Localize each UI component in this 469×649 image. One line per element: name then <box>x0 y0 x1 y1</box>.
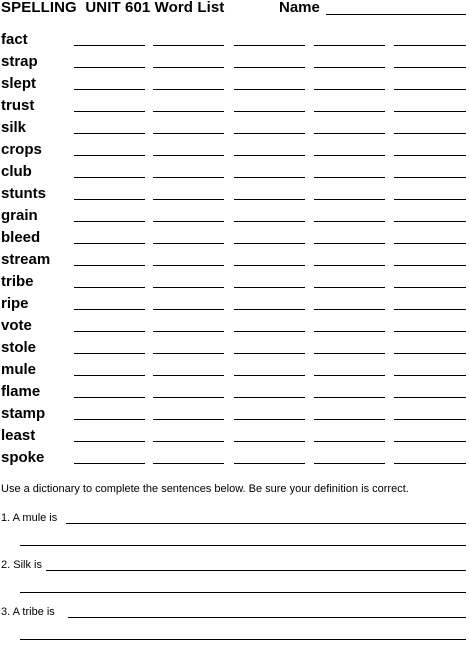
practice-blank[interactable] <box>153 67 224 68</box>
practice-blank[interactable] <box>314 89 385 90</box>
practice-blank[interactable] <box>74 199 145 200</box>
practice-blank[interactable] <box>234 67 305 68</box>
word-row <box>0 141 469 163</box>
practice-blank[interactable] <box>394 265 466 266</box>
word-row <box>0 53 469 75</box>
practice-blank[interactable] <box>234 419 305 420</box>
practice-blank[interactable] <box>74 397 145 398</box>
practice-blank[interactable] <box>394 221 466 222</box>
practice-blank[interactable] <box>74 111 145 112</box>
practice-blank[interactable] <box>74 177 145 178</box>
practice-blank[interactable] <box>153 199 224 200</box>
practice-blank[interactable] <box>234 331 305 332</box>
practice-blank[interactable] <box>314 155 385 156</box>
practice-blank[interactable] <box>234 89 305 90</box>
word-row <box>0 405 469 427</box>
spelling-word: bleed <box>1 229 41 246</box>
spelling-word: fact <box>1 31 28 48</box>
spelling-word: silk <box>1 119 27 136</box>
practice-blank[interactable] <box>153 375 224 376</box>
practice-blank[interactable] <box>314 133 385 134</box>
practice-blank[interactable] <box>234 133 305 134</box>
practice-blank[interactable] <box>314 309 385 310</box>
spelling-word: crops <box>1 141 42 158</box>
practice-blank[interactable] <box>394 353 466 354</box>
spelling-word: stamp <box>1 405 46 422</box>
name-field-line[interactable] <box>326 14 466 15</box>
word-row <box>0 207 469 229</box>
practice-blank[interactable] <box>153 89 224 90</box>
spelling-word: stole <box>1 339 37 356</box>
answer-line-continued[interactable] <box>20 545 466 546</box>
practice-blank[interactable] <box>314 45 385 46</box>
answer-line[interactable] <box>66 523 466 524</box>
word-row <box>0 295 469 317</box>
practice-blank[interactable] <box>394 133 466 134</box>
word-row <box>0 185 469 207</box>
question-label: 2. Silk is <box>1 559 42 571</box>
practice-blank[interactable] <box>74 133 145 134</box>
practice-blank[interactable] <box>74 463 145 464</box>
practice-blank[interactable] <box>74 419 145 420</box>
word-row <box>0 119 469 141</box>
practice-blank[interactable] <box>234 265 305 266</box>
practice-blank[interactable] <box>153 265 224 266</box>
practice-blank[interactable] <box>314 463 385 464</box>
question-label: 3. A tribe is <box>1 606 55 618</box>
word-row <box>0 75 469 97</box>
practice-blank[interactable] <box>314 67 385 68</box>
practice-blank[interactable] <box>234 199 305 200</box>
practice-blank[interactable] <box>394 331 466 332</box>
practice-blank[interactable] <box>74 309 145 310</box>
practice-blank[interactable] <box>234 463 305 464</box>
spelling-word: spoke <box>1 449 45 466</box>
practice-blank[interactable] <box>74 67 145 68</box>
practice-blank[interactable] <box>234 177 305 178</box>
practice-blank[interactable] <box>74 155 145 156</box>
practice-blank[interactable] <box>74 243 145 244</box>
word-row <box>0 273 469 295</box>
practice-blank[interactable] <box>394 177 466 178</box>
spelling-word: least <box>1 427 36 444</box>
spelling-word: ripe <box>1 295 29 312</box>
name-label: Name <box>279 0 320 16</box>
practice-blank[interactable] <box>234 397 305 398</box>
practice-blank[interactable] <box>153 45 224 46</box>
practice-blank[interactable] <box>394 199 466 200</box>
practice-blank[interactable] <box>153 309 224 310</box>
practice-blank[interactable] <box>394 375 466 376</box>
practice-blank[interactable] <box>234 309 305 310</box>
practice-blank[interactable] <box>314 243 385 244</box>
practice-blank[interactable] <box>394 287 466 288</box>
word-row <box>0 229 469 251</box>
word-row <box>0 31 469 53</box>
word-row <box>0 317 469 339</box>
practice-blank[interactable] <box>153 177 224 178</box>
spelling-word: stream <box>1 251 51 268</box>
practice-blank[interactable] <box>314 331 385 332</box>
spelling-word: stunts <box>1 185 46 202</box>
spelling-word: club <box>1 163 32 180</box>
practice-blank[interactable] <box>153 287 224 288</box>
practice-blank[interactable] <box>394 243 466 244</box>
word-row <box>0 449 469 471</box>
practice-blank[interactable] <box>74 375 145 376</box>
worksheet-title: SPELLING UNIT 601 Word List <box>1 0 225 16</box>
practice-blank[interactable] <box>234 45 305 46</box>
practice-blank[interactable] <box>394 441 466 442</box>
practice-blank[interactable] <box>394 89 466 90</box>
practice-blank[interactable] <box>234 353 305 354</box>
practice-blank[interactable] <box>394 463 466 464</box>
spelling-word: grain <box>1 207 38 224</box>
practice-blank[interactable] <box>153 133 224 134</box>
practice-blank[interactable] <box>234 287 305 288</box>
practice-blank[interactable] <box>314 111 385 112</box>
practice-blank[interactable] <box>394 309 466 310</box>
practice-blank[interactable] <box>74 441 145 442</box>
practice-blank[interactable] <box>153 441 224 442</box>
practice-blank[interactable] <box>394 45 466 46</box>
spelling-word: strap <box>1 53 38 70</box>
practice-blank[interactable] <box>314 177 385 178</box>
practice-blank[interactable] <box>234 111 305 112</box>
practice-blank[interactable] <box>234 221 305 222</box>
answer-line[interactable] <box>46 570 466 571</box>
answer-line-continued[interactable] <box>20 639 466 640</box>
practice-blank[interactable] <box>314 441 385 442</box>
practice-blank[interactable] <box>234 375 305 376</box>
spelling-word: slept <box>1 75 37 92</box>
practice-blank[interactable] <box>314 397 385 398</box>
practice-blank[interactable] <box>74 287 145 288</box>
practice-blank[interactable] <box>314 353 385 354</box>
spelling-word: vote <box>1 317 32 334</box>
practice-blank[interactable] <box>74 45 145 46</box>
spelling-word: tribe <box>1 273 34 290</box>
practice-blank[interactable] <box>153 353 224 354</box>
practice-blank[interactable] <box>74 221 145 222</box>
worksheet-header <box>0 0 469 18</box>
spelling-word: trust <box>1 97 35 114</box>
practice-blank[interactable] <box>74 89 145 90</box>
word-row <box>0 97 469 119</box>
practice-blank[interactable] <box>314 375 385 376</box>
practice-blank[interactable] <box>394 111 466 112</box>
practice-blank[interactable] <box>74 265 145 266</box>
practice-blank[interactable] <box>314 265 385 266</box>
practice-blank[interactable] <box>153 111 224 112</box>
word-row <box>0 427 469 449</box>
practice-blank[interactable] <box>153 463 224 464</box>
practice-blank[interactable] <box>234 243 305 244</box>
instructions-text: Use a dictionary to complete the sentences below. Be sure your definition is correct. <box>1 483 409 495</box>
practice-blank[interactable] <box>153 243 224 244</box>
practice-blank[interactable] <box>314 199 385 200</box>
practice-blank[interactable] <box>74 353 145 354</box>
practice-blank[interactable] <box>314 221 385 222</box>
practice-blank[interactable] <box>153 155 224 156</box>
practice-blank[interactable] <box>153 397 224 398</box>
practice-blank[interactable] <box>153 221 224 222</box>
practice-blank[interactable] <box>234 155 305 156</box>
practice-blank[interactable] <box>394 155 466 156</box>
question-label: 1. A mule is <box>1 512 58 524</box>
spelling-word: flame <box>1 383 41 400</box>
spelling-word: mule <box>1 361 37 378</box>
practice-blank[interactable] <box>394 67 466 68</box>
word-row <box>0 339 469 361</box>
practice-blank[interactable] <box>74 331 145 332</box>
answer-line-continued[interactable] <box>20 592 466 593</box>
practice-blank[interactable] <box>153 331 224 332</box>
word-row <box>0 163 469 185</box>
answer-line[interactable] <box>68 617 466 618</box>
word-row <box>0 361 469 383</box>
word-row <box>0 251 469 273</box>
practice-blank[interactable] <box>314 419 385 420</box>
word-row <box>0 383 469 405</box>
practice-blank[interactable] <box>394 419 466 420</box>
practice-blank[interactable] <box>314 287 385 288</box>
practice-blank[interactable] <box>153 419 224 420</box>
practice-blank[interactable] <box>234 441 305 442</box>
practice-blank[interactable] <box>394 397 466 398</box>
